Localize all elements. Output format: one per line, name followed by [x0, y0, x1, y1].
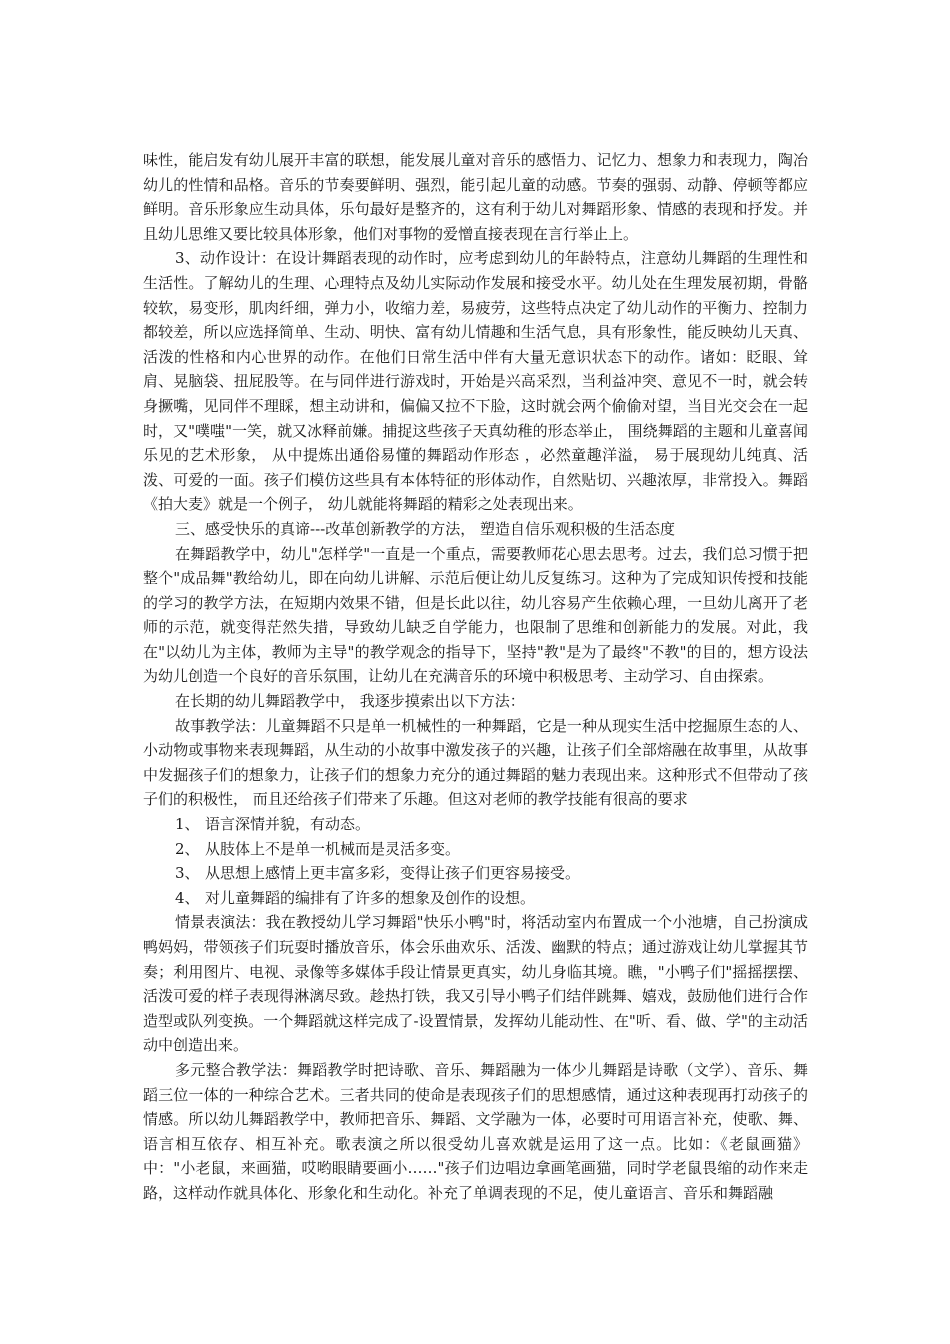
paragraph-scenario-method: 情景表演法：我在教授幼儿学习舞蹈"快乐小鸭"时，将活动室内布置成一个小池塘，自己扮演成鸭妈妈，带领孩子们玩耍时播放音乐，体会乐曲欢乐、活泼、幽默的特点；通过游戏让幼儿掌握其节奏；利用图片、电视、录像等多媒体手段让情景更真实，幼儿身临其境。瞧，"小鸭子们"摇摇摆摆、活泼可爱的样子表现得淋漓尽致。趁热打铁，我又引导小鸭子们结伴跳舞、嬉戏，鼓励他们进行合作造型或队列变换。一个舞蹈就这样完成了-设置情景，发挥幼儿能动性、在"听、看、做、学"的主动活动中创造出来。 — [143, 913, 808, 1055]
list-item-number: 4、 — [175, 888, 200, 907]
paragraph-story-method: 故事教学法：儿童舞蹈不只是单一机械性的一种舞蹈，它是一种从现实生活中挖掘原生态的人、小动物或事物来表现舞蹈，从生动的小故事中激发孩子的兴趣，让孩子们全部熔融在故事里，从故事中发掘孩子们的想象力，让孩子们的想象力充分的通过舞蹈的魅力表现出来。这种形式不但带动了孩子们的积极性， 而且还给孩子们带来了乐趣。但这对老师的教学技能有很高的要求 — [143, 716, 808, 809]
section-heading-three: 三、感受快乐的真谛---改革创新教学的方法， 塑造自信乐观积极的生活态度 — [175, 519, 675, 538]
list-item-text: 对儿童舞蹈的编排有了许多的想象及创作的设想。 — [205, 888, 536, 907]
list-item — [143, 886, 808, 911]
document-page — [143, 148, 808, 1206]
list-item-number: 2、 — [175, 839, 200, 858]
list-item-text: 语言深情并貌，有动态。 — [205, 815, 371, 834]
paragraph-methods-intro: 在长期的幼儿舞蹈教学中， 我逐步摸索出以下方法： — [175, 692, 525, 711]
list-item-text: 从思想上感情上更丰富多彩，变得让孩子们更容易接受。 — [205, 864, 581, 883]
list-item — [143, 861, 808, 886]
paragraph-integrated-method: 多元整合教学法：舞蹈教学时把诗歌、音乐、舞蹈融为一体少儿舞蹈是诗歌（文学）、音乐、舞蹈三位一体的一种综合艺术。三者共同的使命是表现孩子们的思想感情，通过这种表现再打动孩子的情感。所以幼儿舞蹈教学中，教师把音乐、舞蹈、文学融为一体，必要时可用语言补充，使歌、舞、语言相互依存、相互补充。歌表演之所以很受幼儿喜欢就是运用了这一点。比如：《老鼠画猫》中："小老鼠，来画猫，哎哟眼睛要画小……"孩子们边唱边拿画笔画猫，同时学老鼠畏缩的动作来走路，这样动作就具体化、形象化和生动化。补充了单调表现的不足，使儿童语言、音乐和舞蹈融 — [143, 1060, 808, 1202]
paragraph-movement-design: 3、动作设计：在设计舞蹈表现的动作时，应考虑到幼儿的年龄特点，注意幼儿舞蹈的生理性和生活性。了解幼儿的生理、心理特点及幼儿实际动作发展和接受水平。幼儿处在生理发展初期，骨骼较软，易变形，肌肉纤细，弹力小，收缩力差，易疲劳，这些特点决定了幼儿动作的平衡力、控制力都较差，所以应选择简单、生动、明快、富有幼儿情趣和生活气息，具有形象性，能反映幼儿天真、活泼的性格和内心世界的动作。在他们日常生活中伴有大量无意识状态下的动作。诸如：眨眼、耸肩、晃脑袋、扭屁股等。在与同伴进行游戏时，开始是兴高采烈，当利益冲突、意见不一时，就会转身撅嘴，见同伴不理睬，想主动讲和，偏偏又拉不下脸，这时就会两个偷偷对望，当目光交会在一起时，又"噗嗤"一笑，就又冰释前嫌。捕捉这些孩子天真幼稚的形态举止， 围绕舞蹈的主题和儿童喜闻乐见的艺术形象， 从中提炼出通俗易懂的舞蹈动作形态 ，必然童趣洋溢， 易于展现幼儿纯真、活泼、可爱的一面。孩子们模仿这些具有本体特征的形体动作，自然贴切、兴趣浓厚，非常投入。舞蹈《拍大麦》就是一个例子， 幼儿就能将舞蹈的精彩之处表现出来。 — [143, 249, 808, 514]
list-item-number: 3、 — [175, 864, 200, 883]
list-item-number: 1、 — [175, 815, 200, 834]
paragraph-teaching-method: 在舞蹈教学中，幼儿"怎样学"一直是一个重点，需要教师花心思去思考。过去，我们总习惯于把整个"成品舞"教给幼儿，即在向幼儿讲解、示范后便让幼儿反复练习。这种为了完成知识传授和技能的学习的教学方法，在短期内效果不错，但是长此以往，幼儿容易产生依赖心理，一旦幼儿离开了老师的示范，就变得茫然失措，导致幼儿缺乏自学能力，也限制了思维和创新能力的发展。对此，我在"以幼儿为主体，教师为主导"的教学观念的指导下，坚持"教"是为了最终"不教"的目的，想方设法为幼儿创造一个良好的音乐氛围，让幼儿在充满音乐的环境中积极思考、主动学习、自由探索。 — [143, 544, 808, 686]
list-item — [143, 812, 808, 837]
list-item-text: 从肢体上不是单一机械而是灵活多变。 — [205, 839, 461, 858]
requirements-list — [143, 812, 808, 910]
paragraph-music-features: 味性，能启发有幼儿展开丰富的联想，能发展儿童对音乐的感悟力、记忆力、想象力和表现力，陶冶幼儿的性情和品格。音乐的节奏要鲜明、强烈，能引起儿童的动感。节奏的强弱、动静、停顿等都应鲜明。音乐形象应生动具体，乐句最好是整齐的，这有利于幼儿对舞蹈形象、情感的表现和抒发。并且幼儿思维又要比较具体形象，他们对事物的爱憎直接表现在言行举止上。 — [143, 151, 808, 243]
list-item — [143, 837, 808, 862]
